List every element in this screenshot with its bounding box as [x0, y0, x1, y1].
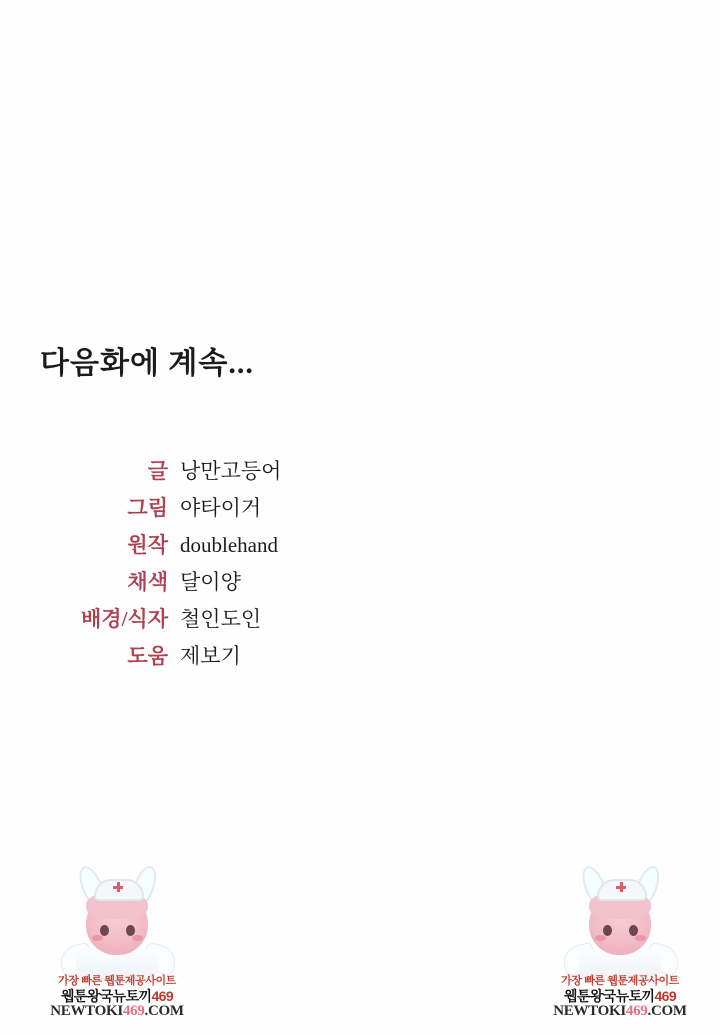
watermark-domain-suffix: .COM [144, 1003, 184, 1019]
credit-name: 달이양 [180, 570, 241, 594]
list-item [0, 603, 340, 629]
credit-name: 야타이거 [180, 496, 262, 520]
list-item [0, 455, 340, 481]
watermark-domain-prefix: NEWTOKI [553, 1003, 626, 1019]
watermark-brand-text: 웹툰왕국뉴토끼 [563, 988, 655, 1004]
credit-role: 배경/식자 [81, 607, 168, 631]
watermark-tagline: 가장 빠른 웹툰제공사이트 [58, 975, 176, 987]
credit-name: 낭만고등어 [180, 459, 282, 483]
watermark-tagline: 가장 빠른 웹툰제공사이트 [561, 975, 679, 987]
watermark-domain-suffix: .COM [647, 1003, 687, 1019]
list-item [0, 566, 340, 592]
list-item [0, 640, 340, 666]
medical-cross-icon [616, 882, 626, 892]
watermark-domain[interactable] [42, 1003, 192, 1020]
watermark-domain-number: 469 [625, 1003, 648, 1019]
site-watermark-left [42, 867, 192, 1027]
watermark-brand-text: 웹툰왕국뉴토끼 [60, 988, 152, 1004]
medical-cross-icon [113, 882, 123, 892]
mascot-nurse-bunny-icon [567, 867, 673, 977]
credit-role: 채색 [127, 570, 168, 594]
list-item [0, 529, 340, 555]
watermark-brand-number: 469 [654, 988, 677, 1004]
watermark-domain-prefix: NEWTOKI [50, 1003, 123, 1019]
credit-name: 철인도인 [180, 607, 262, 631]
list-item [0, 492, 340, 518]
credit-name: 제보기 [180, 644, 241, 668]
watermark-domain-number: 469 [122, 1003, 145, 1019]
credit-name: doublehand [180, 533, 278, 557]
credit-role: 그림 [127, 496, 168, 520]
credit-role: 글 [147, 459, 168, 483]
watermark-brand-number: 469 [151, 988, 174, 1004]
watermark-domain[interactable] [545, 1003, 695, 1020]
site-watermark-right [545, 867, 695, 1027]
mascot-nurse-bunny-icon [64, 867, 170, 977]
credits-list [0, 455, 340, 677]
page-title: 다음화에 계속... [40, 347, 254, 380]
credit-role: 원작 [127, 533, 168, 557]
credit-role: 도움 [127, 644, 168, 668]
